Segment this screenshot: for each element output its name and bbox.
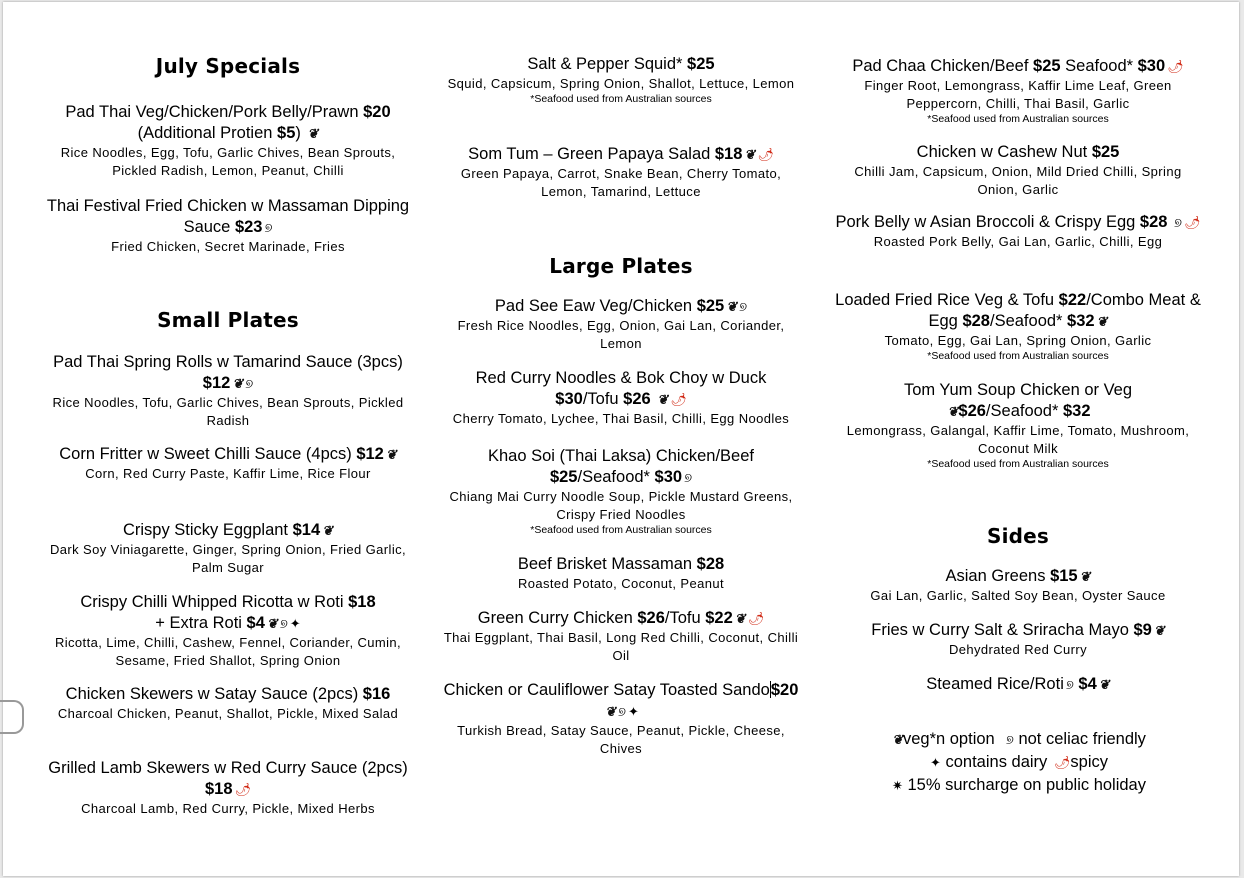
gluten-icon: ୭	[245, 376, 254, 391]
chili-icon: 🌶	[234, 782, 252, 797]
gluten-icon: ୭	[739, 299, 748, 314]
item-desc: Chiang Mai Curry Noodle Soup, Pickle Mustard Greens, Crispy Fried Noodles	[449, 489, 793, 522]
item-desc: Charcoal Lamb, Red Curry, Pickle, Mixed Herbs	[81, 801, 375, 816]
item-desc: Squid, Capsicum, Spring Onion, Shallot, Lettuce, Lemon	[447, 76, 795, 91]
item-desc: Tomato, Egg, Gai Lan, Spring Onion, Garlic	[884, 333, 1152, 348]
drag-handle-icon[interactable]	[0, 700, 24, 734]
veg-icon: ❦	[734, 611, 746, 626]
chili-icon: 🌶	[1053, 755, 1071, 770]
item-desc: Dark Soy Viniagarette, Ginger, Spring Onion, Fried Garlic, Palm Sugar	[49, 542, 407, 575]
menu-item-green-curry: Green Curry Chicken $26/Tofu $22 ❦ 🌶 Thai Eggplant, Thai Basil, Long Red Chilli, Coconut, Chilli Oil	[440, 608, 802, 665]
menu-page	[3, 2, 1239, 876]
item-desc: Thai Eggplant, Thai Basil, Long Red Chilli, Coconut, Chilli Oil	[443, 630, 799, 663]
item-title: Pad Thai Veg/Chicken/Pork Belly/Prawn $20 (Additional Protien $5) ❦	[65, 103, 391, 142]
legend-line-2: ✦ contains dairy 🌶spicy	[835, 751, 1201, 774]
menu-item-pork-belly: Pork Belly w Asian Broccoli & Crispy Egg $28 ୭ 🌶 Roasted Pork Belly, Gai Lan, Garlic, Chilli, Egg	[835, 213, 1201, 249]
menu-item-pad-thai	[45, 102, 411, 180]
item-desc: Ricotta, Lime, Chilli, Cashew, Fennel, Coriander, Cumin, Sesame, Fried Shallot, Spring Onion	[54, 635, 402, 668]
menu-item-squid: Salt & Pepper Squid* $25 Squid, Capsicum, Spring Onion, Shallot, Lettuce, Lemon *Seafood used from Australian sources	[440, 54, 802, 106]
menu-item-satay-sando: Chicken or Cauliflower Satay Toasted Sando$20❦ ୭ ✦ Turkish Bread, Satay Sauce, Peanut, Pickle, Cheese, Chives	[440, 680, 802, 758]
menu-item-massaman: Beef Brisket Massaman $28 Roasted Potato, Coconut, Peanut	[440, 554, 802, 593]
menu-item-eggplant: Crispy Sticky Eggplant $14 ❦ Dark Soy Viniagarette, Ginger, Spring Onion, Fried Garlic, Palm Sugar	[45, 520, 411, 577]
veg-icon: ❦	[1079, 569, 1091, 584]
chili-icon: 🌶	[1167, 59, 1184, 74]
menu-item-red-curry-noodles: Red Curry Noodles & Bok Choy w Duck $30/Tofu $26 ❦ 🌶 Cherry Tomato, Lychee, Thai Basil, Chilli, Egg Noodles	[440, 368, 802, 428]
menu-item-pad-see-eaw: Pad See Eaw Veg/Chicken $25 ❦ ୭ Fresh Rice Noodles, Egg, Onion, Gai Lan, Coriander, Lemon	[440, 296, 802, 353]
veg-icon: ❦	[1096, 314, 1108, 329]
legend-line-1: ❦veg*n option ୭ not celiac friendly	[835, 728, 1201, 751]
chili-icon: 🌶	[670, 392, 687, 407]
menu-item-som-tum: Som Tum – Green Papaya Salad $18 ❦ 🌶 Green Papaya, Carrot, Snake Bean, Cherry Tomato, Lemon, Tamarind, Lettuce	[440, 144, 802, 201]
item-desc: Charcoal Chicken, Peanut, Shallot, Pickle, Mixed Salad	[57, 706, 399, 721]
gluten-icon: ୭	[264, 220, 273, 235]
item-desc: Cherry Tomato, Lychee, Thai Basil, Chilli, Egg Noodles	[452, 411, 790, 426]
dairy-icon: ✦	[627, 704, 639, 719]
july-specials-heading: July Specials	[155, 54, 301, 78]
item-desc: Chilli Jam, Capsicum, Onion, Mild Dried Chilli, Spring Onion, Garlic	[854, 164, 1182, 197]
veg-icon: ❦	[1098, 677, 1110, 692]
veg-icon: ❦	[605, 704, 617, 719]
seafood-note: *Seafood used from Australian sources	[927, 458, 1109, 470]
menu-item-fries: Fries w Curry Salt & Sriracha Mayo $9 ❦ Dehydrated Red Curry	[835, 620, 1201, 659]
item-desc: Roasted Potato, Coconut, Peanut	[517, 576, 725, 591]
chili-icon: 🌶	[747, 611, 765, 626]
small-plates-heading: Small Plates	[157, 308, 299, 332]
veg-icon: ❦	[1153, 623, 1165, 638]
chili-icon: 🌶	[1184, 215, 1201, 230]
veg-icon: ❦	[385, 447, 397, 462]
legend-line-3: ✷ 15% surcharge on public holiday	[835, 774, 1201, 797]
seafood-note: *Seafood used from Australian sources	[530, 524, 712, 536]
veg-icon: ❦	[322, 523, 334, 538]
chili-icon: 🌶	[757, 147, 774, 162]
veg-icon: ❦	[947, 404, 959, 419]
item-desc: Turkish Bread, Satay Sauce, Peanut, Pickle, Cheese, Chives	[457, 723, 785, 756]
menu-item-lamb-skewers: Grilled Lamb Skewers w Red Curry Sauce (2pcs) $18 🌶 Charcoal Lamb, Red Curry, Pickle, Mixed Herbs	[45, 758, 411, 818]
large-plates-heading: Large Plates	[549, 254, 693, 278]
item-desc: Lemongrass, Galangal, Kaffir Lime, Tomato, Mushroom, Coconut Milk	[846, 423, 1190, 456]
veg-icon: ❦	[892, 732, 903, 747]
gluten-icon: ୭	[1174, 215, 1183, 230]
item-title: Thai Festival Fried Chicken w Massaman Dipping Sauce $23 ୭	[46, 197, 410, 236]
menu-item-cashew-chicken: Chicken w Cashew Nut $25 Chilli Jam, Capsicum, Onion, Mild Dried Chilli, Spring Onion, Garlic	[835, 142, 1201, 199]
gluten-icon: ୭	[618, 704, 626, 719]
menu-item-pad-chaa: Pad Chaa Chicken/Beef $25 Seafood* $30 🌶 Finger Root, Lemongrass, Kaffir Lime Leaf, Green Peppercorn, Chilli, Thai Basil, Garlic *Seafood used from Australian sources	[835, 56, 1201, 126]
menu-item-fried-rice: Loaded Fried Rice Veg & Tofu $22/Combo Meat & Egg $28/Seafood* $32 ❦ Tomato, Egg, Gai Lan, Spring Onion, Garlic *Seafood used from Australian sources	[835, 291, 1201, 362]
item-desc: Rice Noodles, Egg, Tofu, Garlic Chives, Bean Sprouts, Pickled Radish, Lemon, Peanut, Chilli	[60, 145, 396, 178]
menu-item-festival-chicken	[45, 196, 411, 256]
dairy-icon: ✦	[289, 616, 301, 631]
menu-item-ricotta: Crispy Chilli Whipped Ricotta w Roti $18 + Extra Roti $4 ❦ ୭ ✦ Ricotta, Lime, Chilli, Cashew, Fennel, Coriander, Cumin, Sesame, Fried Shallot, Spring Onion	[45, 592, 411, 670]
seafood-note: *Seafood used from Australian sources	[927, 350, 1109, 362]
item-desc: Corn, Red Curry Paste, Kaffir Lime, Rice Flour	[85, 466, 371, 481]
item-desc: Rice Noodles, Tofu, Garlic Chives, Bean Sprouts, Pickled Radish	[52, 395, 404, 428]
seafood-note: *Seafood used from Australian sources	[530, 93, 712, 105]
menu-item-spring-rolls: Pad Thai Spring Rolls w Tamarind Sauce (3pcs) $12 ❦ ୭ Rice Noodles, Tofu, Garlic Chives, Bean Sprouts, Pickled Radish	[45, 352, 411, 430]
sides-heading: Sides	[986, 524, 1050, 548]
item-desc: Fresh Rice Noodles, Egg, Onion, Gai Lan, Coriander, Lemon	[457, 318, 785, 351]
star-icon: ✷	[892, 778, 903, 793]
veg-icon: ❦	[266, 616, 278, 631]
item-desc: Fried Chicken, Secret Marinade, Fries	[111, 239, 345, 254]
item-desc: Dehydrated Red Curry	[948, 642, 1088, 657]
gluten-icon: ୭	[279, 616, 288, 631]
item-desc: Green Papaya, Carrot, Snake Bean, Cherry Tomato, Lemon, Tamarind, Lettuce	[460, 166, 782, 199]
veg-icon: ❦	[657, 392, 669, 407]
item-desc: Roasted Pork Belly, Gai Lan, Garlic, Chilli, Egg	[873, 234, 1163, 249]
veg-icon: ❦	[744, 147, 756, 162]
gluten-icon: ୭	[1005, 732, 1014, 747]
veg-icon: ❦	[232, 376, 244, 391]
menu-item-khao-soi: Khao Soi (Thai Laksa) Chicken/Beef $25/Seafood* $30 ୭ Chiang Mai Curry Noodle Soup, Pickle Mustard Greens, Crispy Fried Noodles *Seafood used from Australian sources	[440, 446, 802, 537]
item-desc: Finger Root, Lemongrass, Kaffir Lime Leaf, Green Peppercorn, Chilli, Thai Basil, Garlic	[864, 78, 1172, 111]
menu-item-asian-greens: Asian Greens $15 ❦ Gai Lan, Garlic, Salted Soy Bean, Oyster Sauce	[835, 566, 1201, 605]
veg-icon: ❦	[726, 299, 738, 314]
gluten-icon: ୭	[684, 470, 693, 485]
gluten-icon: ୭	[1065, 677, 1074, 692]
veg-icon: ❦	[307, 126, 319, 141]
legend	[835, 728, 1201, 797]
menu-item-corn-fritter: Corn Fritter w Sweet Chilli Sauce (4pcs) $12 ❦ Corn, Red Curry Paste, Kaffir Lime, Rice Flour	[45, 444, 411, 483]
seafood-note: *Seafood used from Australian sources	[927, 113, 1109, 125]
dairy-icon: ✦	[929, 755, 941, 770]
menu-item-tom-yum: Tom Yum Soup Chicken or Veg ❦$26/Seafood* $32 Lemongrass, Galangal, Kaffir Lime, Tomato, Mushroom, Coconut Milk *Seafood used from Australian sources	[835, 380, 1201, 471]
menu-item-rice-roti: Steamed Rice/Roti ୭ $4 ❦	[926, 675, 1110, 693]
menu-item-chicken-skewers: Chicken Skewers w Satay Sauce (2pcs) $16 Charcoal Chicken, Peanut, Shallot, Pickle, Mixed Salad	[45, 684, 411, 723]
item-desc: Gai Lan, Garlic, Salted Soy Bean, Oyster Sauce	[870, 588, 1166, 603]
